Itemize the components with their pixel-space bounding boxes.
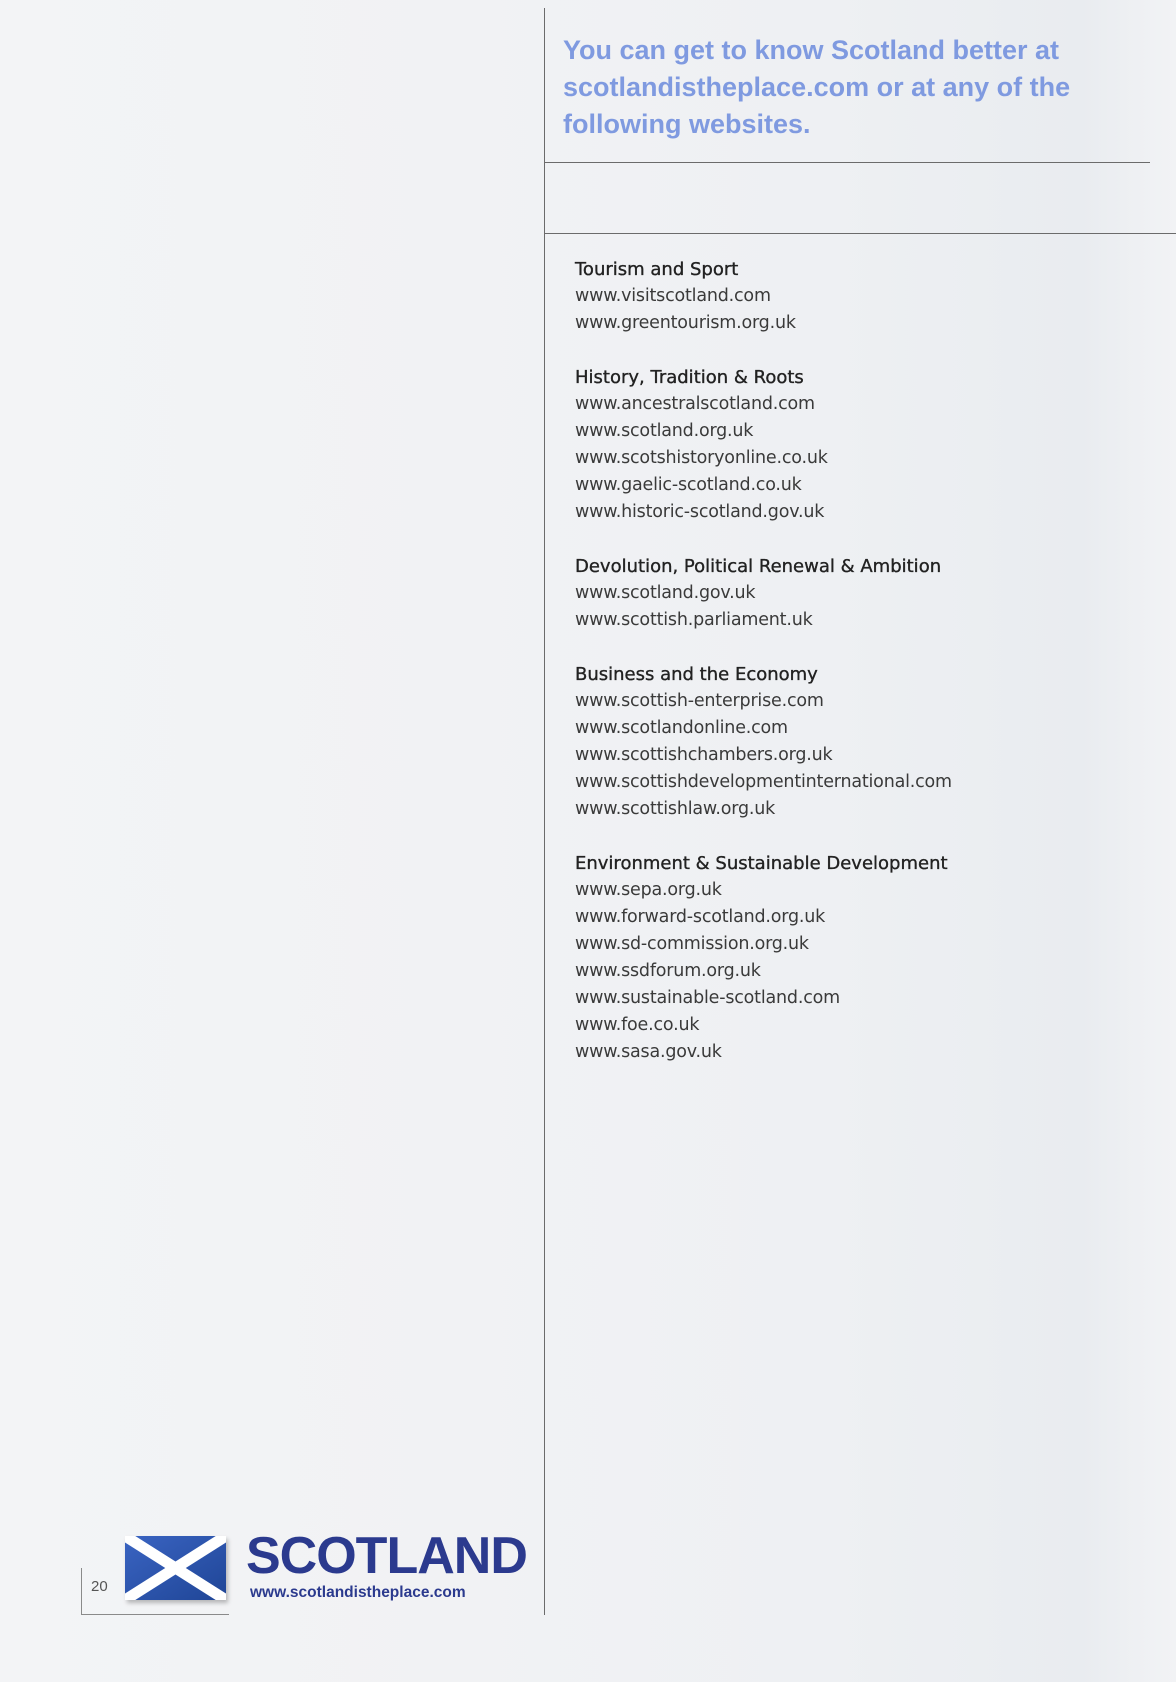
section-heading: Business and the Economy [575, 664, 818, 685]
section-heading: History, Tradition & Roots [575, 367, 804, 388]
website-link[interactable]: www.visitscotland.com [575, 286, 771, 306]
section-history-tradition-roots [575, 364, 1095, 526]
website-link[interactable]: www.historic-scotland.gov.uk [575, 502, 825, 522]
page-number: 20 [91, 1578, 108, 1595]
website-link[interactable]: www.scottishlaw.org.uk [575, 799, 776, 819]
website-link[interactable]: www.scottishdevelopmentinternational.com [575, 772, 952, 792]
brand-wordmark: SCOTLAND [246, 1527, 527, 1585]
website-link[interactable]: www.sasa.gov.uk [575, 1042, 722, 1062]
website-link[interactable]: www.forward-scotland.org.uk [575, 907, 826, 927]
website-link[interactable]: www.scotshistoryonline.co.uk [575, 448, 828, 468]
footer-rule [81, 1614, 229, 1615]
section-heading: Tourism and Sport [575, 259, 739, 280]
section-tourism-and-sport [575, 256, 1095, 337]
saltire-flag-icon [125, 1536, 226, 1600]
section-devolution [575, 553, 1095, 634]
brand-website-link[interactable]: www.scotlandistheplace.com [250, 1584, 466, 1601]
website-link[interactable]: www.scotlandonline.com [575, 718, 788, 738]
section-business-economy [575, 661, 1095, 823]
website-link[interactable]: www.greentourism.org.uk [575, 313, 796, 333]
website-link[interactable]: www.scottish.parliament.uk [575, 610, 813, 630]
vertical-divider [544, 8, 545, 1615]
intro-heading: You can get to know Scotland better at scotlandistheplace.com or at any of the following websites. [563, 35, 1071, 139]
website-link[interactable]: www.scotland.org.uk [575, 421, 754, 441]
website-link[interactable]: www.sd-commission.org.uk [575, 934, 809, 954]
website-link[interactable]: www.scottish-enterprise.com [575, 691, 824, 711]
website-link[interactable]: www.sepa.org.uk [575, 880, 722, 900]
intro-divider [545, 162, 1150, 163]
website-link[interactable]: www.scotland.gov.uk [575, 583, 756, 603]
section-heading: Environment & Sustainable Development [575, 853, 948, 874]
website-list [575, 256, 1095, 1093]
website-link[interactable]: www.foe.co.uk [575, 1015, 700, 1035]
website-link[interactable]: www.ssdforum.org.uk [575, 961, 761, 981]
website-link[interactable]: www.sustainable-scotland.com [575, 988, 840, 1008]
website-link[interactable]: www.ancestralscotland.com [575, 394, 815, 414]
website-link[interactable]: www.scottishchambers.org.uk [575, 745, 833, 765]
footer-rule [81, 1568, 82, 1614]
section-heading: Devolution, Political Renewal & Ambition [575, 556, 942, 577]
section-environment [575, 850, 1095, 1066]
website-link[interactable]: www.gaelic-scotland.co.uk [575, 475, 802, 495]
list-divider [545, 233, 1176, 234]
